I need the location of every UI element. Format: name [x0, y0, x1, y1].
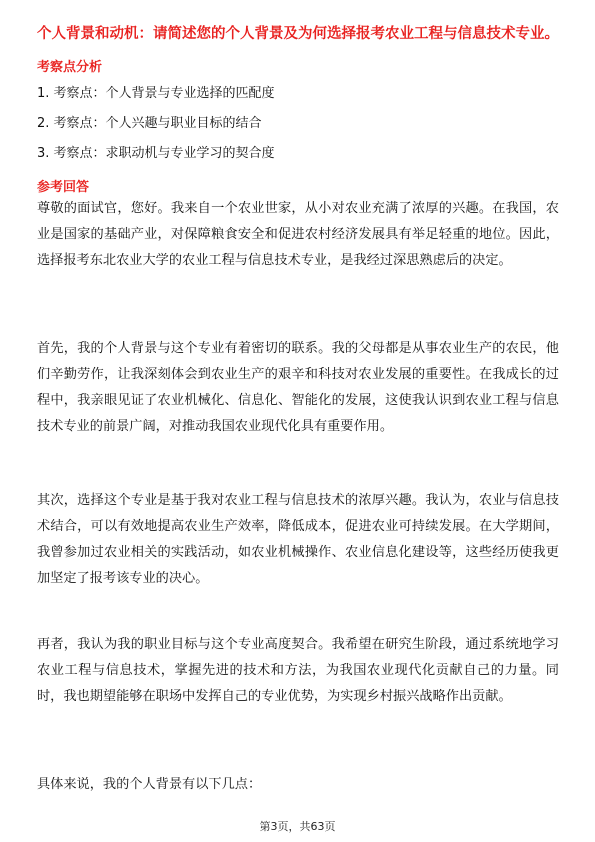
answer-paragraph-5: 具体来说，我的个人背景有以下几点：	[37, 777, 262, 792]
answer-paragraph-4: 再者，我认为我的职业目标与这个专业高度契合。我希望在研究生阶段，通过系统地学习农业工程与信息技术，掌握先进的技术和方法，为我国农业现代化贡献自己的力量。同时，我也期望能够在职场中发挥自己的专业优势，为实现乡村振兴战略作出贡献。	[37, 637, 559, 704]
analysis-point-2: 2. 考察点：个人兴趣与职业目标的结合	[37, 116, 262, 131]
answer-paragraph-3: 其次，选择这个专业是基于我对农业工程与信息技术的浓厚兴趣。我认为，农业与信息技术结合，可以有效地提高农业生产效率，降低成本，促进农业可持续发展。在大学期间，我曾参加过农业相关的实践活动，如农业机械操作、农业信息化建设等，这些经历使我更加坚定了报考该专业的决心。	[37, 493, 559, 586]
analysis-heading: 考察点分析	[37, 60, 103, 75]
answer-paragraph-2: 首先，我的个人背景与这个专业有着密切的联系。我的父母都是从事农业生产的农民，他们辛勤劳作，让我深刻体会到农业生产的艰辛和科技对农业发展的重要性。在我成长的过程中，我亲眼见证了农业机械化、信息化、智能化的发展，这使我认识到农业工程与信息技术专业的前景广阔，对推动我国农业现代化具有重要作用。	[37, 341, 559, 434]
analysis-point-3: 3. 考察点：求职动机与专业学习的契合度	[37, 146, 275, 161]
page-number: 第3页，共63页	[259, 820, 336, 833]
analysis-point-1: 1. 考察点：个人背景与专业选择的匹配度	[37, 86, 275, 101]
answer-heading: 参考回答	[37, 180, 90, 195]
question-title: 个人背景和动机：请简述您的个人背景及为何选择报考农业工程与信息技术专业。	[37, 26, 559, 42]
answer-paragraph-1: 尊敬的面试官，您好。我来自一个农业世家，从小对农业充满了浓厚的兴趣。在我国，农业是国家的基础产业，对保障粮食安全和促进农村经济发展具有举足轻重的地位。因此，选择报考东北农业大学的农业工程与信息技术专业，是我经过深思熟虑后的决定。	[37, 201, 559, 268]
